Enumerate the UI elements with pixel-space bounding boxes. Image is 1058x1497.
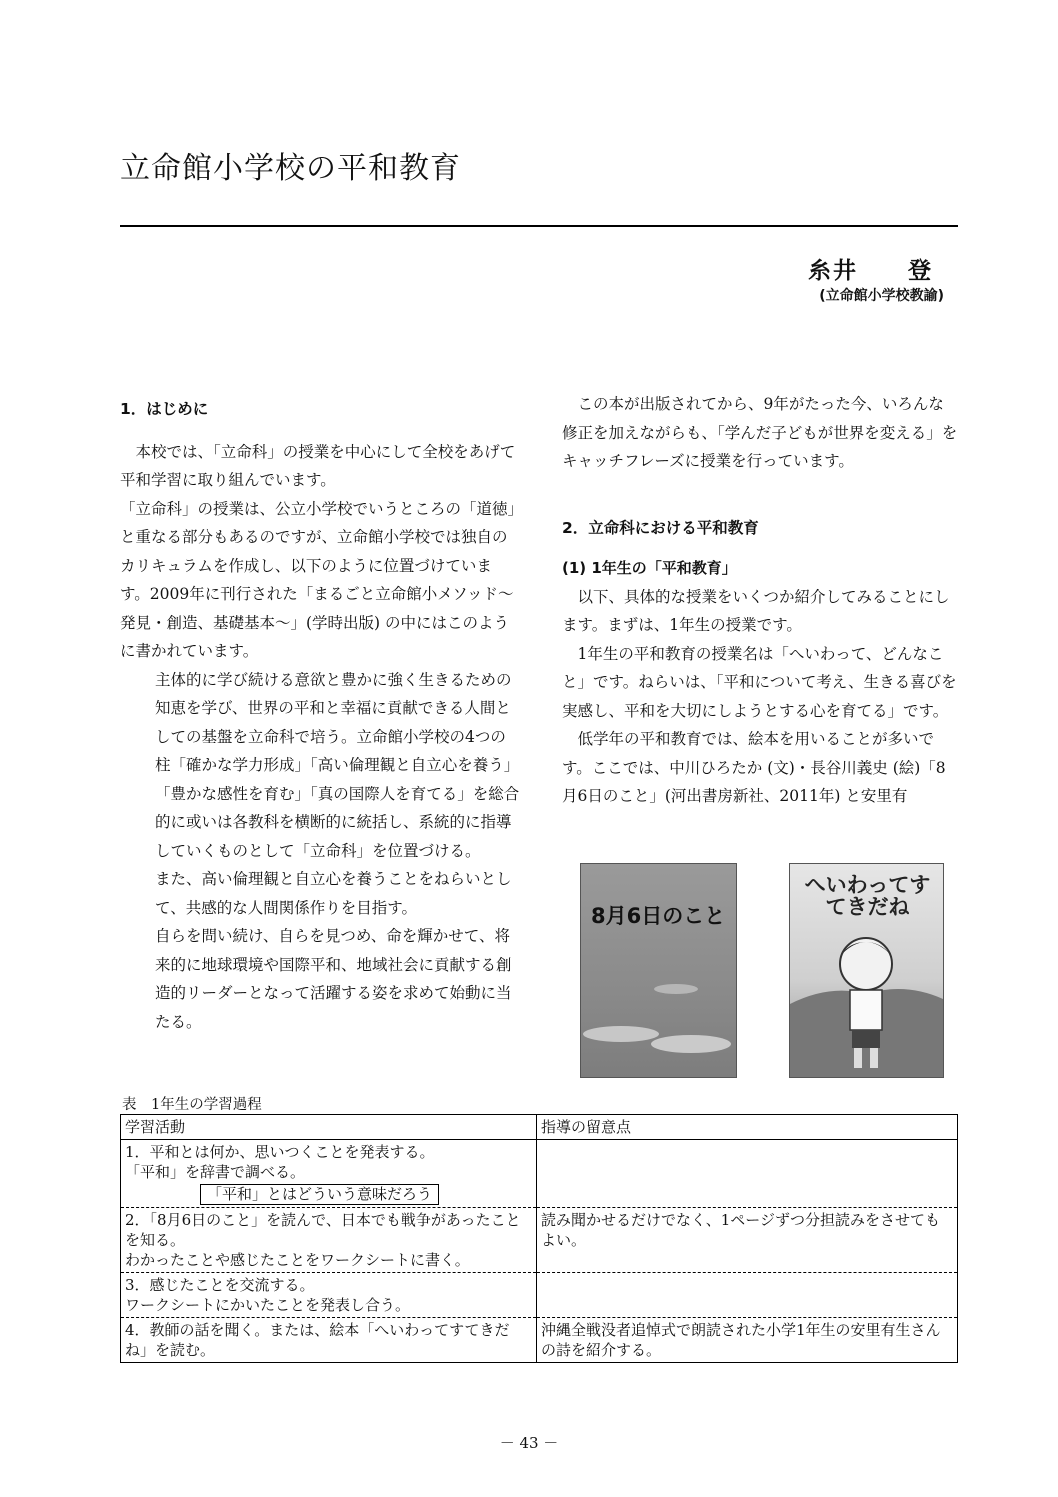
quote: 自らを問い続け、自らを見つめ、命を輝かせて、将来的に地球環境や国際平和、地域社会に貢献する創造的リーダーとなって活躍する姿を求めて始動に当たる。	[155, 927, 512, 1031]
paragraph: 本校では、「立命科」の授業を中心にして全校をあげて平和学習に取り組んでいます。	[120, 442, 516, 489]
column-header: 指導の留意点	[537, 1115, 958, 1140]
paragraph: 「立命科」の授業は、公立小学校でいうところの「道徳」と重なる部分もあるのですが、立命館小学校では独自のカリキュラムを作成し、以下のように位置づけています。2009年に刊行された「まるごと立命館小メソッド～発見・創造、基礎基本～」(学時出版) の中にはこのように書かれています。	[120, 499, 516, 660]
paragraph: 1年生の平和教育の授業名は「へいわって、どんなこと」です。ねらいは、「平和について考え、生きる喜びを実感し、平和を大切にしようとする心を育てる」です。	[562, 644, 957, 720]
quote: 主体的に学び続ける意欲と豊かに強く生きるための知恵を学び、世界の平和と幸福に貢献できる人間としての基盤を立命科で培う。立命館小学校の4つの柱「確かな学力形成」「高い倫理観と自立心を養う」「豊かな感性を育む」「真の国際人を育てる」を総合的に或いは各教科を横断的に統括し、系統的に指導していくものとして「立命科」を位置づける。	[155, 670, 520, 860]
boy-illustration	[790, 864, 943, 1077]
cover-title: へいわってすてきだね	[804, 873, 931, 919]
table-cell-note	[537, 1273, 958, 1318]
table-header-row	[121, 1115, 958, 1140]
table-cell-activity: 4．教師の話を聞く。または、絵本「へいわってすてきだね」を読む。	[121, 1318, 537, 1363]
book-covers	[580, 863, 950, 1078]
table-cell-activity	[121, 1140, 537, 1208]
left-column	[120, 395, 520, 1036]
paragraph: 以下、具体的な授業をいくつか紹介してみることにします。まずは、1年生の授業です。	[562, 587, 950, 634]
table-cell-note: 沖縄全戦没者追悼式で朗読された小学1年生の安里有生さんの詩を紹介する。	[537, 1318, 958, 1363]
section1-heading: 1．はじめに	[120, 400, 209, 418]
table-caption: 表 1年生の学習過程	[122, 1097, 262, 1113]
paragraph: 低学年の平和教育では、絵本を用いることが多いです。ここでは、中川ひろたか (文)・長谷川義史 (絵)「8月6日のこと」(河出書房新社、2011年) と安里有	[562, 730, 946, 805]
quote: また、高い倫理観と自立心を養うことをねらいとして、共感的な人間関係作りを目指す。	[155, 870, 512, 917]
page-number: － 43 －	[499, 1434, 559, 1452]
page-title: 立命館小学校の平和教育	[120, 151, 461, 186]
column-header: 学習活動	[121, 1115, 537, 1140]
title-rule	[120, 225, 958, 227]
book-cover-heiwatte	[789, 863, 944, 1078]
table-cell-activity: 3．感じたことを交流する。 ワークシートにかいたことを発表し合う。	[121, 1273, 537, 1318]
table-cell-note	[537, 1140, 958, 1208]
cloud-illustration	[581, 864, 736, 1077]
author-name: 糸井 登	[808, 258, 933, 284]
section2-heading: 2．立命科における平和教育	[562, 518, 759, 537]
author-affiliation: (立命館小学校教諭)	[819, 288, 944, 304]
book-cover-8gatsu	[580, 863, 737, 1078]
table-row	[121, 1208, 958, 1273]
subsection-heading: (1) 1年生の「平和教育」	[562, 559, 737, 577]
table-row	[121, 1318, 958, 1363]
right-column	[562, 390, 958, 811]
paragraph: この本が出版されてから、9年がたった今、いろんな修正を加えながらも、「学んだ子どもが世界を変える」をキャッチフレーズに授業を行っています。	[562, 395, 958, 470]
table-cell-activity: 2．「8月6日のこと」を読んで、日本でも戦争があったことを知る。 わかったことや感じたことをワークシートに書く。	[121, 1208, 537, 1273]
learning-process-table	[120, 1114, 958, 1363]
table-row	[121, 1140, 958, 1208]
table-row	[121, 1273, 958, 1318]
activity-text: 1．平和とは何か、思いつくことを発表する。 「平和」を辞書で調べる。	[125, 1143, 435, 1181]
table-cell-note: 読み聞かせるだけでなく、1ページずつ分担読みをさせてもよい。	[537, 1208, 958, 1273]
cover-title: 8月6日のこと	[591, 904, 726, 928]
boxed-question: 「平和」とはどういう意味だろう	[200, 1184, 439, 1205]
